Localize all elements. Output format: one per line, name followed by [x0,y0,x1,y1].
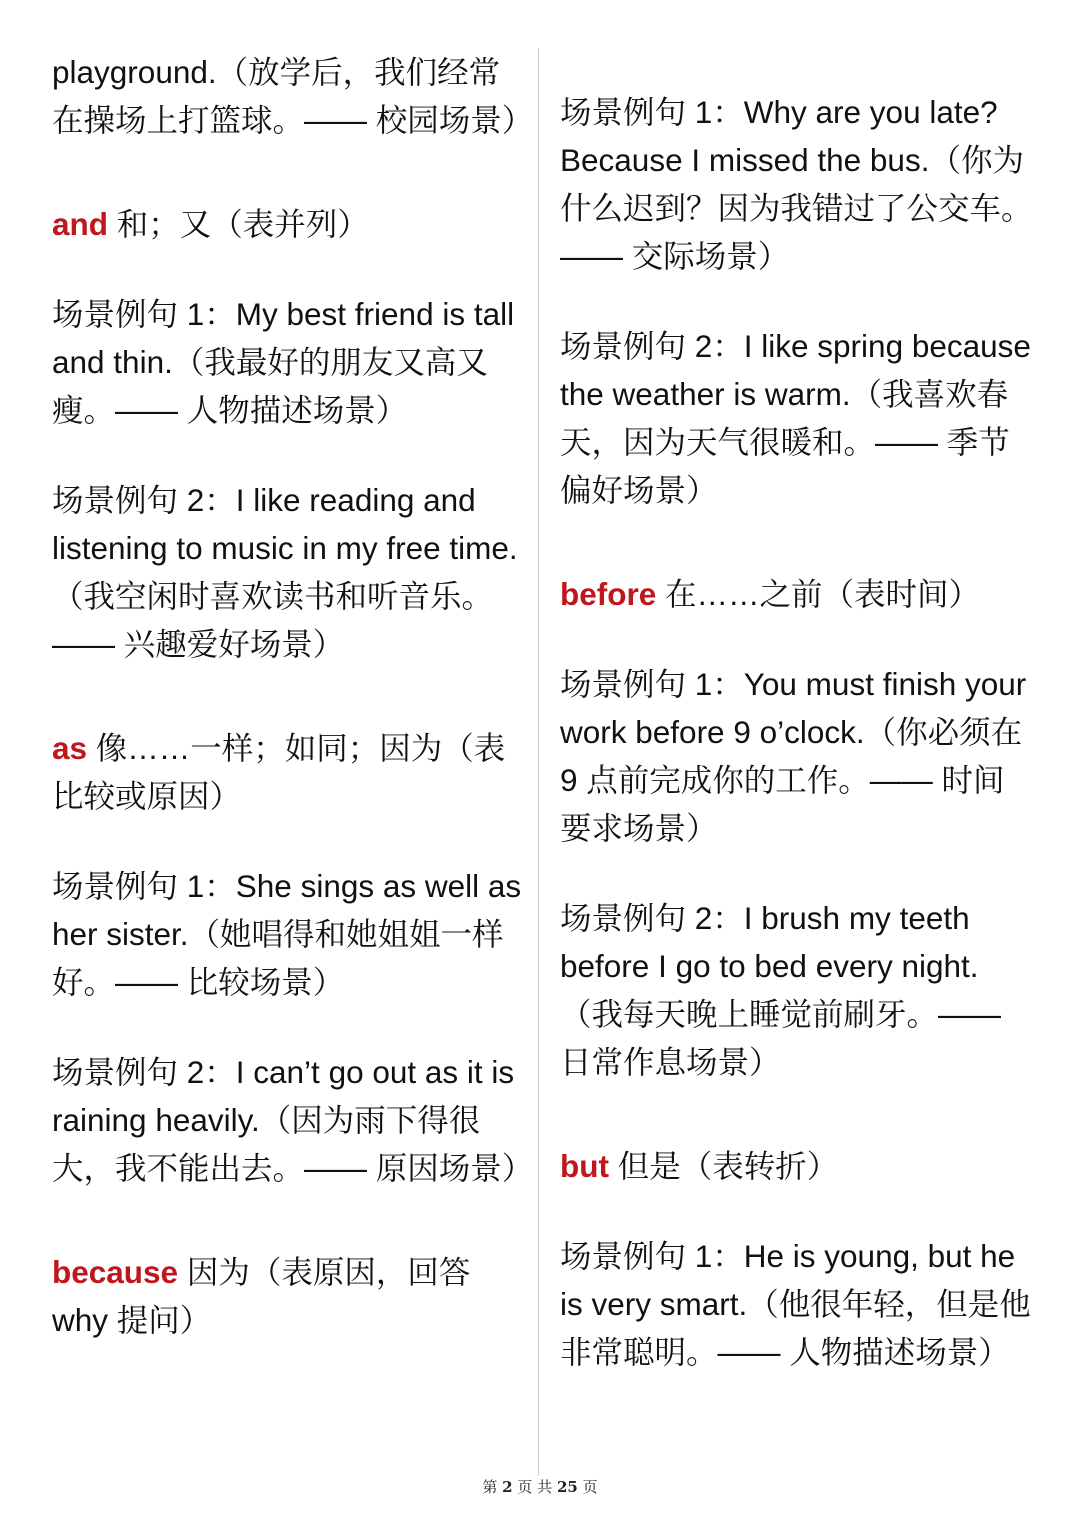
meaning-but: 但是（表转折） [608,1148,839,1184]
example-before-2: 场景例句 2：I brush my teeth before I go to bed every night.（我每天晚上睡觉前刷牙。—— 日常作息场景） [560,900,1002,1080]
example-before-1: 场景例句 1：You must finish your work before 9 o’clock.（你必须在 9 点前完成你的工作。—— 时间要求场景） [560,666,1027,846]
column-divider [538,48,539,1476]
paragraph-playground: playground.（放学后，我们经常在操场上打篮球。—— 校园场景） [52,54,534,138]
right-column [560,0,1035,1376]
entry-as [52,724,522,820]
example-because-2: 场景例句 2：I like spring because the weather is warm.（我喜欢春天，因为天气很暖和。—— 季节偏好场景） [560,328,1031,508]
entry-and [52,200,522,248]
meaning-before: 在……之前（表时间） [656,576,981,612]
entry-but [560,1142,1035,1190]
example-as-2: 场景例句 2：I can’t go out as it is raining heavily.（因为雨下得很大，我不能出去。—— 原因场景） [52,1054,534,1186]
example-as-1: 场景例句 1：She sings as well as her sister.（她唱得和她姐姐一样好。—— 比较场景） [52,868,522,1000]
entry-because [52,1248,522,1344]
footer-prefix: 第 [482,1478,498,1496]
meaning-and: 和；又（表并列） [108,206,369,242]
page-footer [0,1476,1080,1497]
meaning-because: 因为（表原因，回答 why 提问） [52,1254,471,1338]
footer-middle: 页 共 [517,1478,553,1496]
keyword-because: because [52,1254,179,1290]
example-and-1: 场景例句 1：My best friend is tall and thin.（我最好的朋友又高又瘦。—— 人物描述场景） [52,296,515,428]
keyword-but: but [560,1148,609,1184]
entry-before [560,570,1035,618]
keyword-and: and [52,206,109,242]
footer-total-pages: 25 [556,1478,578,1496]
keyword-before: before [560,576,657,612]
footer-page-number: 2 [502,1478,513,1496]
keyword-as: as [52,730,88,766]
meaning-as: 像……一样；如同；因为（表比较或原因） [52,730,506,814]
footer-suffix: 页 [582,1478,598,1496]
example-but-1: 场景例句 1：He is young, but he is very smart.（他很年轻，但是他非常聪明。—— 人物描述场景） [560,1238,1031,1370]
left-column [52,0,534,1344]
example-because-1: 场景例句 1：Why are you late? Because I missed the bus.（你为什么迟到？因为我错过了公交车。—— 交际场景） [560,94,1033,274]
example-and-2: 场景例句 2：I like reading and listening to music in my free time.（我空闲时喜欢读书和听音乐。—— 兴趣爱好场景） [52,482,518,662]
